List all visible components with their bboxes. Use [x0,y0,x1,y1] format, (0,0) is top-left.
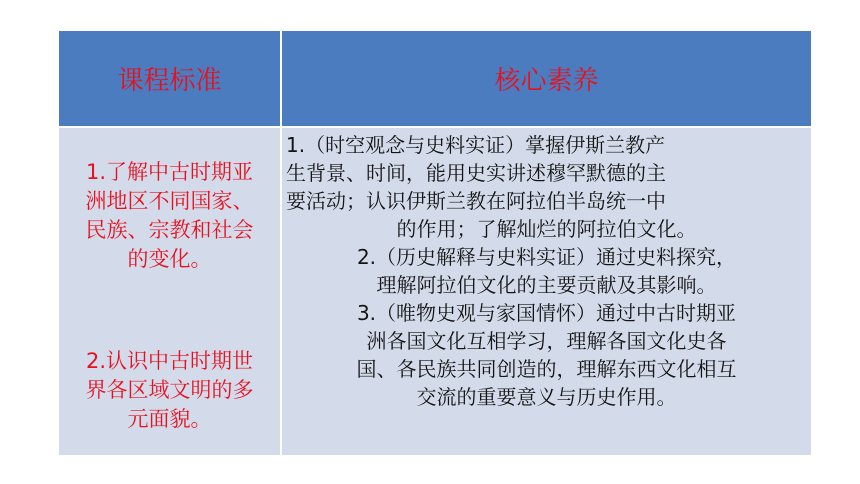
standard-2-line: 元面貌。 [127,407,212,431]
literacies-cell [281,127,812,456]
standard-1-line: 1.了解中古时期亚 [85,160,254,184]
literacy-item-1 [286,131,807,243]
standard-item-1 [59,158,280,274]
table-header-row [58,30,812,127]
table-body-row [58,127,812,456]
standard-2-line: 界各区域文明的多 [85,378,254,402]
header-core-literacy: 核心素养 [281,30,812,127]
literacy-1-line: 的作用；了解灿烂的阿拉伯文化。 [396,217,697,241]
literacy-1-line: 生背景、时间，能用史实讲述穆罕默德的主 [286,161,666,185]
literacy-3-line: 国、各民族共同创造的，理解东西文化相互 [356,357,737,381]
literacy-2-line: 理解阿拉伯文化的主要贡献及其影响。 [376,273,717,297]
curriculum-table [57,29,813,457]
standard-1-line: 民族、宗教和社会 [85,218,254,242]
standard-1-line: 的变化。 [127,247,212,271]
standards-cell [58,127,281,456]
literacy-item-2 [286,243,807,299]
literacy-1-line: 要活动；认识伊斯兰教在阿拉伯半岛统一中 [286,189,666,213]
header-curriculum-standard: 课程标准 [58,30,281,127]
standard-2-line: 2.认识中古时期世 [85,349,254,373]
literacy-2-line: 2.（历史解释与史料实证）通过史料探究， [356,245,737,269]
standard-1-line: 洲地区不同国家、 [85,189,254,213]
literacy-3-line: 交流的重要意义与历史作用。 [416,385,677,409]
literacy-item-3 [286,299,807,411]
literacy-3-line: 3.（唯物史观与家国情怀）通过中古时期亚 [356,301,737,325]
literacy-1-line: 1.（时空观念与史料实证）掌握伊斯兰教产 [286,133,666,157]
literacy-3-line: 洲各国文化互相学习，理解各国文化史各 [366,329,727,353]
standard-item-2 [59,347,280,434]
